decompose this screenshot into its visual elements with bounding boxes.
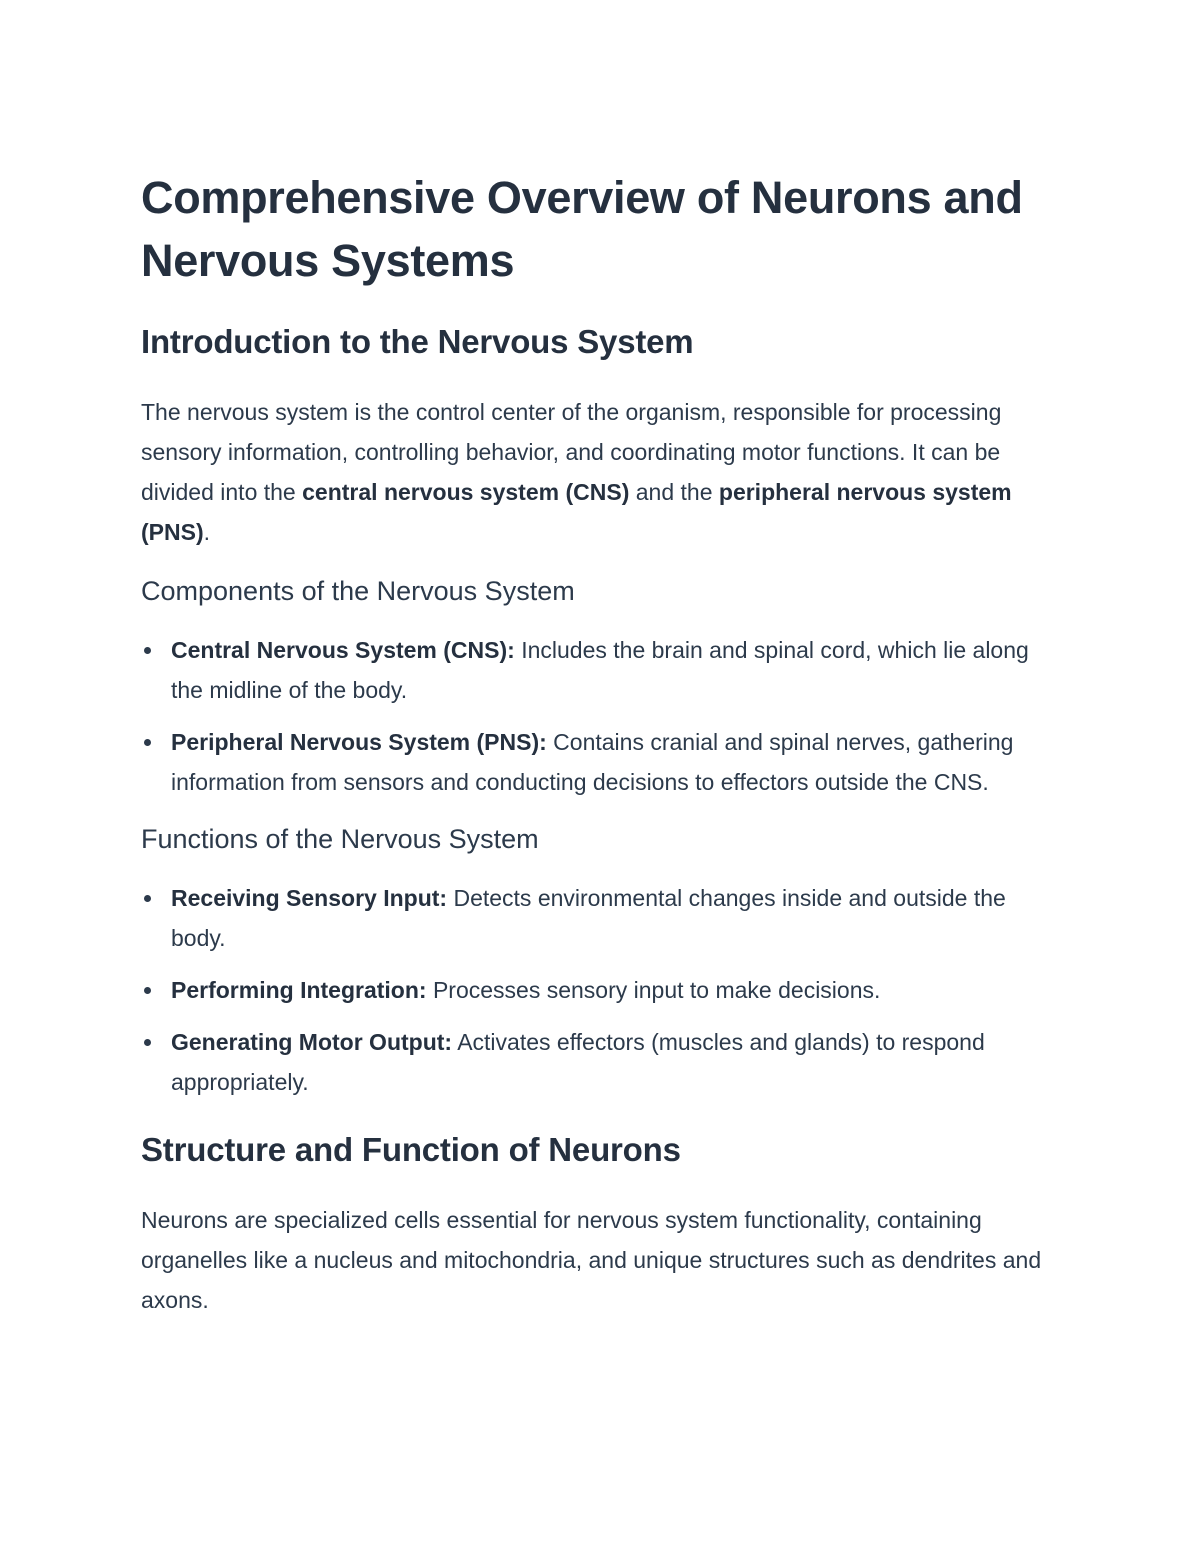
list-item-sensory-input xyxy=(141,878,1061,958)
intro-bold-cns: central nervous system (CNS) xyxy=(302,479,630,505)
subheading-functions: Functions of the Nervous System xyxy=(141,824,539,854)
list-item-text: Detects environmental changes inside and outside the body. xyxy=(171,885,1006,951)
document-page xyxy=(141,166,1061,1320)
list-item-term: Central Nervous System (CNS): xyxy=(171,637,515,663)
list-item-term: Peripheral Nervous System (PNS): xyxy=(171,729,547,755)
components-list xyxy=(141,630,1061,802)
subheading-components: Components of the Nervous System xyxy=(141,576,575,606)
structure-paragraph: Neurons are specialized cells essential for nervous system functionality, containing organelles like a nucleus and mitochondria, and unique structures such as dendrites and axons. xyxy=(141,1207,1042,1313)
section-heading-introduction: Introduction to the Nervous System xyxy=(141,323,694,360)
list-item-term: Performing Integration: xyxy=(171,977,427,1003)
list-item-term: Generating Motor Output: xyxy=(171,1029,453,1055)
list-item-text: Processes sensory input to make decisions. xyxy=(426,977,881,1003)
page-title: Comprehensive Overview of Neurons and Nervous Systems xyxy=(141,172,1023,286)
intro-text-3: . xyxy=(203,519,211,545)
list-item-pns xyxy=(141,722,1061,802)
intro-text-2: and the xyxy=(629,479,719,505)
intro-text-1: The nervous system is the control center of the organism, responsible for processing sensory information, controlling behavior, and coordinating motor functions. It can be divided into the xyxy=(141,399,1002,505)
list-item-text: Activates effectors (muscles and glands) to respond appropriately. xyxy=(171,1029,985,1095)
list-item-integration xyxy=(141,970,1061,1010)
list-item-text: Contains cranial and spinal nerves, gathering information from sensors and conducting decisions to effectors outside the CNS. xyxy=(171,729,1014,795)
list-item-cns xyxy=(141,630,1061,710)
intro-paragraph xyxy=(141,392,1061,552)
functions-list xyxy=(141,878,1061,1102)
list-item-text: Includes the brain and spinal cord, which lie along the midline of the body. xyxy=(171,637,1029,703)
list-item-motor-output xyxy=(141,1022,1061,1102)
list-item-term: Receiving Sensory Input: xyxy=(171,885,448,911)
section-heading-structure: Structure and Function of Neurons xyxy=(141,1131,681,1168)
intro-bold-pns: peripheral nervous system (PNS) xyxy=(141,479,1012,545)
